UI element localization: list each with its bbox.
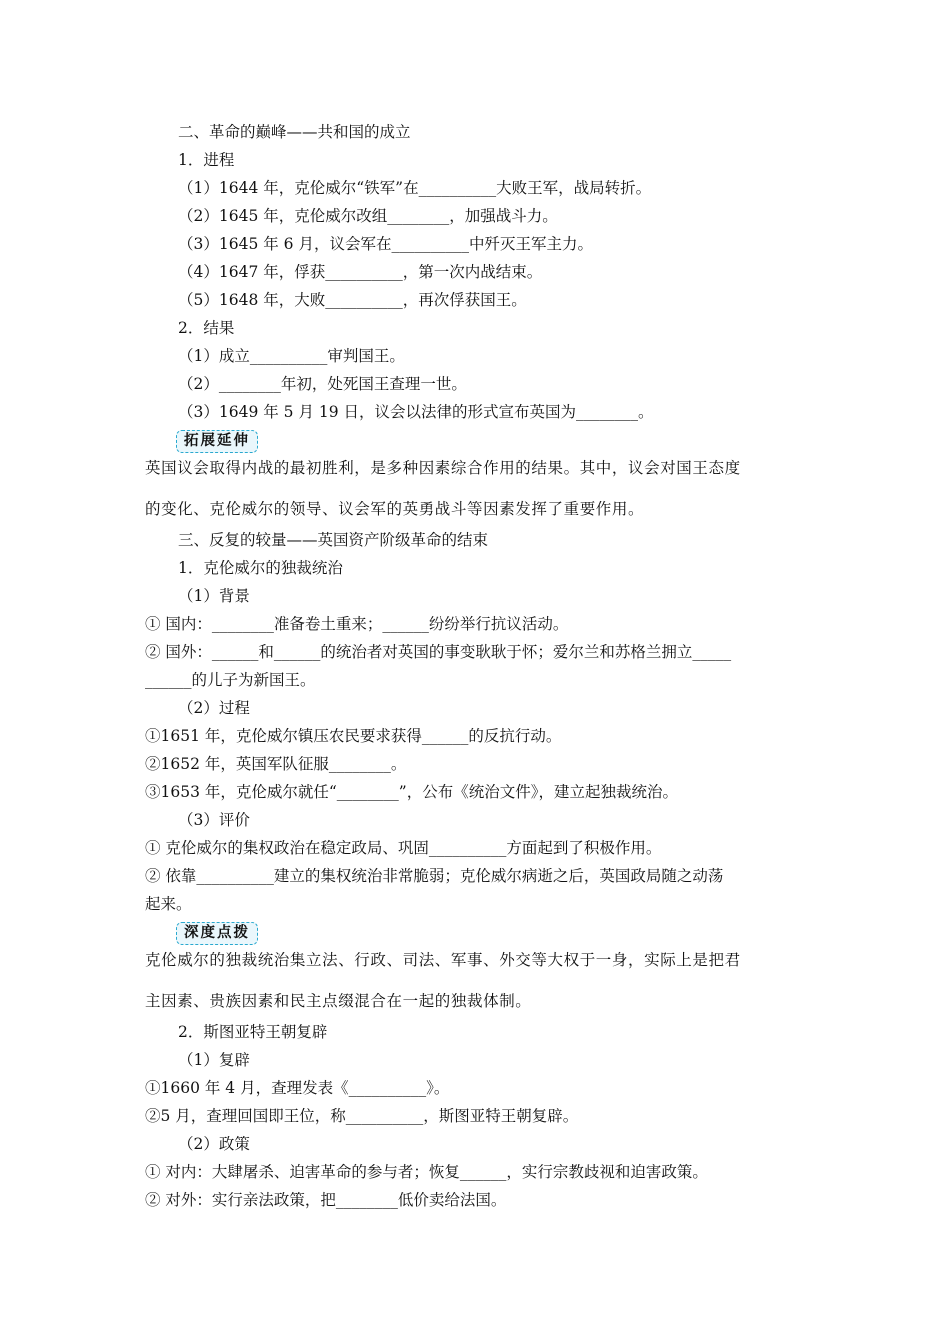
fill-in-line: ②1652 年，英国军队征服________。 bbox=[145, 755, 407, 773]
subheading: 1．进程 bbox=[178, 151, 235, 169]
fill-in-line: （2）________年初，处死国王查理一世。 bbox=[178, 375, 467, 393]
fill-in-line: ① 克伦威尔的集权政治在稳定政局、巩固__________方面起到了积极作用。 bbox=[145, 839, 662, 857]
fill-in-line: ②5 月，查理回国即王位，称__________，斯图亚特王朝复辟。 bbox=[145, 1107, 579, 1125]
paragraph-line: 的变化、克伦威尔的领导、议会军的英勇战斗等因素发挥了重要作用。 bbox=[145, 500, 645, 518]
fill-in-line: ①1660 年 4 月，查理发表《__________》。 bbox=[145, 1079, 450, 1097]
fill-in-line: （3）1645 年 6 月，议会军在__________中歼灭王军主力。 bbox=[178, 235, 593, 253]
paragraph-line: 克伦威尔的独裁统治集立法、行政、司法、军事、外交等大权于一身，实际上是把君 bbox=[145, 951, 741, 969]
fill-in-line: ② 国外：______和______的统治者对英国的事变耿耿于怀；爱尔兰和苏格兰拥立_____ bbox=[145, 643, 732, 661]
paragraph-line: 主因素、贵族因素和民主点缀混合在一起的独裁体制。 bbox=[145, 992, 532, 1010]
subheading: （3）评价 bbox=[178, 811, 250, 829]
fill-in-line: （4）1647 年，俘获__________，第一次内战结束。 bbox=[178, 263, 543, 281]
fill-in-line: ② 依靠__________建立的集权统治非常脆弱；克伦威尔病逝之后，英国政局随之动荡 bbox=[145, 867, 724, 885]
key-point-badge: 深度点拨 bbox=[176, 922, 258, 945]
fill-in-line: ② 对外：实行亲法政策，把________低价卖给法国。 bbox=[145, 1191, 507, 1209]
fill-in-line: 起来。 bbox=[145, 895, 192, 913]
fill-in-line: ______的儿子为新国王。 bbox=[145, 671, 316, 689]
subheading: （2）过程 bbox=[178, 699, 250, 717]
extension-badge: 拓展延伸 bbox=[176, 430, 258, 453]
fill-in-line: ①1651 年，克伦威尔镇压农民要求获得______的反抗行动。 bbox=[145, 727, 562, 745]
fill-in-line: （2）1645 年，克伦威尔改组________，加强战斗力。 bbox=[178, 207, 558, 225]
fill-in-line: （1）1644 年，克伦威尔“铁军”在__________大败王军，战局转折。 bbox=[178, 179, 652, 197]
subheading: 2．结果 bbox=[178, 319, 235, 337]
fill-in-line: ① 对内：大肆屠杀、迫害革命的参与者；恢复______，实行宗教歧视和迫害政策。 bbox=[145, 1163, 708, 1181]
section-heading: 二、革命的巅峰——共和国的成立 bbox=[178, 123, 411, 141]
fill-in-line: （3）1649 年 5 月 19 日，议会以法律的形式宣布英国为________。 bbox=[178, 403, 654, 421]
subheading: （1）背景 bbox=[178, 587, 250, 605]
subheading: 2．斯图亚特王朝复辟 bbox=[178, 1023, 328, 1041]
fill-in-line: ① 国内：________准备卷土重来；______纷纷举行抗议活动。 bbox=[145, 615, 569, 633]
subheading: （2）政策 bbox=[178, 1135, 250, 1153]
paragraph-line: 英国议会取得内战的最初胜利，是多种因素综合作用的结果。其中，议会对国王态度 bbox=[145, 459, 741, 477]
fill-in-line: ③1653 年，克伦威尔就任“________”，公布《统治文件》，建立起独裁统治。 bbox=[145, 783, 678, 801]
subheading: 1．克伦威尔的独裁统治 bbox=[178, 559, 343, 577]
fill-in-line: （1）成立__________审判国王。 bbox=[178, 347, 405, 365]
section-heading: 三、反复的较量——英国资产阶级革命的结束 bbox=[178, 531, 489, 549]
subheading: （1）复辟 bbox=[178, 1051, 250, 1069]
fill-in-line: （5）1648 年，大败__________，再次俘获国王。 bbox=[178, 291, 527, 309]
